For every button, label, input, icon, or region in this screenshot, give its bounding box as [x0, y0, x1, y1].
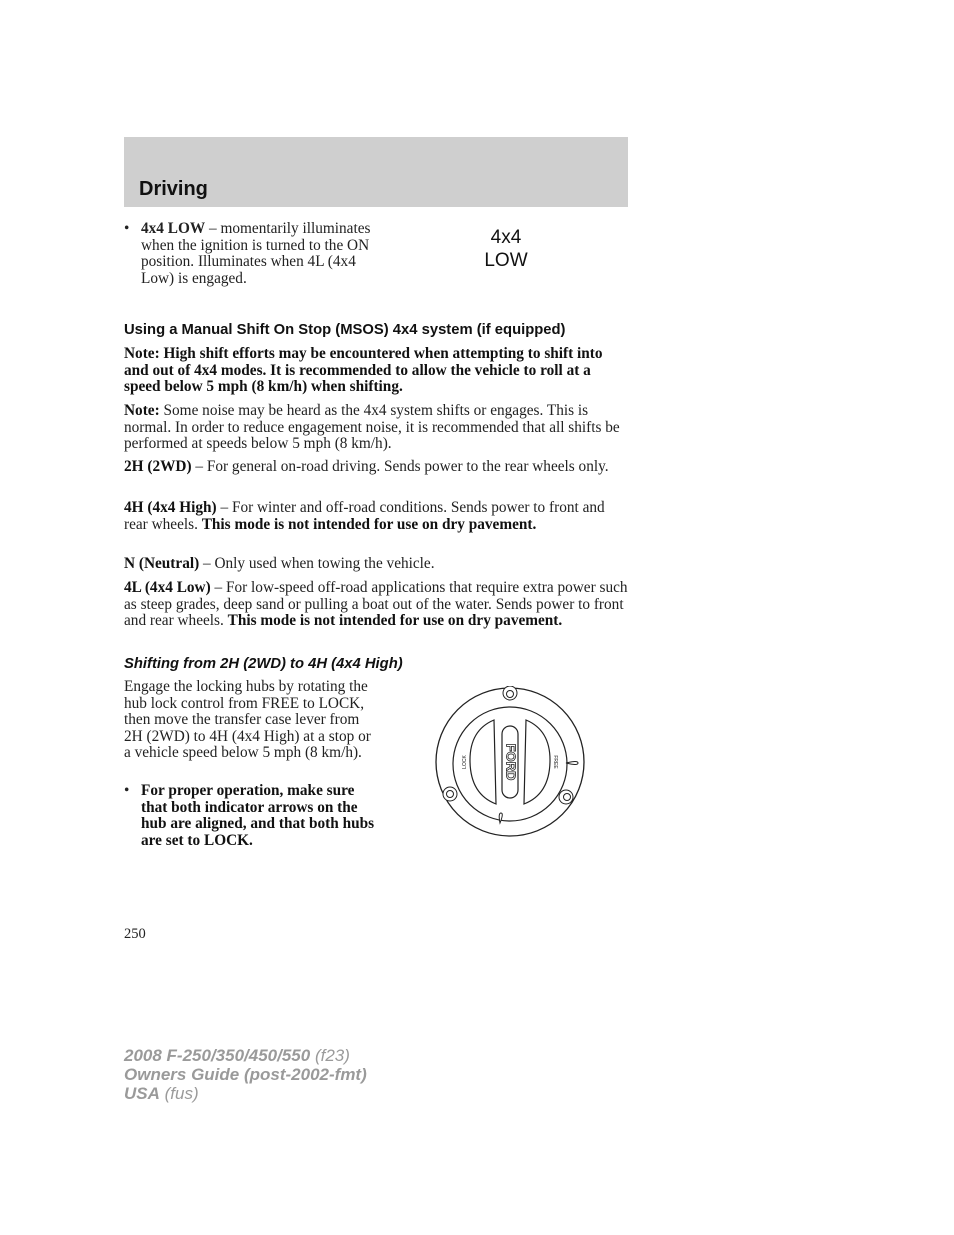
footer-line-2: Owners Guide (post-2002-fmt) — [124, 1065, 367, 1084]
msos-note-1: Note: High shift efforts may be encountered when attempting to shift into and out of 4x4 modes. It is recommended to allow the vehicle to roll at a speed below 5 mph (8 km/h) when shifting. — [124, 345, 603, 395]
hub-lock-illustration — [434, 686, 586, 838]
shifting-heading: Shifting from 2H (2WD) to 4H (4x4 High) — [124, 656, 403, 672]
mode-2h-term: 2H (2WD) — [124, 458, 192, 475]
mode-4h-term: 4H (4x4 High) — [124, 499, 217, 516]
section-title: Driving — [139, 178, 208, 200]
mode-4l — [124, 580, 630, 630]
footer-line-3 — [124, 1084, 367, 1103]
shifting-paragraph: Engage the locking hubs by rotating the hub lock control from FREE to LOCK, then move the transfer case lever from 2H (2WD) to 4H (4x4 High) at a stop or a vehicle speed below 5 mph (8 km/h). — [124, 678, 371, 761]
mode-n-term: N (Neutral) — [124, 555, 200, 572]
mode-2h — [124, 459, 630, 476]
shifting-bullet-text: For proper operation, make sure that both indicator arrows on the hub are aligned, and that both hubs are set to LOCK. — [141, 782, 375, 849]
mode-neutral — [124, 556, 630, 573]
msos-note-2-text: Some noise may be heard as the 4x4 system shifts or engages. This is normal. In order to reduce engagement noise, it is recommended that all shifts be performed at speeds below 5 mph (8 km/h). — [124, 402, 620, 452]
mode-4h — [124, 500, 630, 533]
mode-4l-text: – For low-speed off-road applications that require extra power such as steep grades, deep sand or pulling a boat out of the water. Sends power to front and rear wheels. — [124, 579, 628, 629]
msos-note-2-label: Note: — [124, 402, 160, 419]
mode-4l-warning: This mode is not intended for use on dry pavement. — [227, 612, 563, 629]
footer-market: USA — [124, 1084, 160, 1103]
footer-model: 2008 F-250/350/450/550 — [124, 1046, 311, 1065]
footer-line-1 — [124, 1046, 367, 1065]
footer-market-code: (fus) — [159, 1084, 199, 1103]
4x4-low-indicator-label — [470, 226, 542, 272]
ford-logo-text: FORD — [503, 743, 519, 781]
indicator-bullet-text — [141, 221, 381, 287]
mode-4l-term: 4L (4x4 Low) — [124, 579, 211, 596]
bullet-dot: • — [124, 782, 130, 799]
indicator-label-line2: LOW — [484, 250, 528, 271]
msos-note-2 — [124, 403, 630, 453]
hub-label-free: FREE — [552, 755, 558, 769]
mode-4h-warning: This mode is not intended for use on dry pavement. — [201, 515, 537, 533]
mode-2h-text: – For general on-road driving. Sends power to the rear wheels only. — [191, 458, 609, 475]
msos-heading: Using a Manual Shift On Stop (MSOS) 4x4 system (if equipped) — [124, 322, 566, 338]
mode-4h-text: – For winter and off-road conditions. Sends power to front and rear wheels. — [124, 499, 605, 533]
indicator-label-line1: 4x4 — [490, 227, 522, 248]
page-number: 250 — [124, 926, 146, 942]
indicator-bullet-description: – momentarily illuminates when the ignition is turned to the ON position. Illuminates when 4L (4x4 Low) is engaged. — [141, 220, 371, 287]
hub-label-lock: LOCK — [462, 755, 468, 769]
mode-n-text: – Only used when towing the vehicle. — [199, 555, 435, 572]
indicator-bullet-term: 4x4 LOW — [141, 220, 206, 237]
footer-model-code: (f23) — [310, 1046, 350, 1065]
bullet-dot: • — [124, 220, 130, 237]
document-footer — [124, 1046, 367, 1103]
